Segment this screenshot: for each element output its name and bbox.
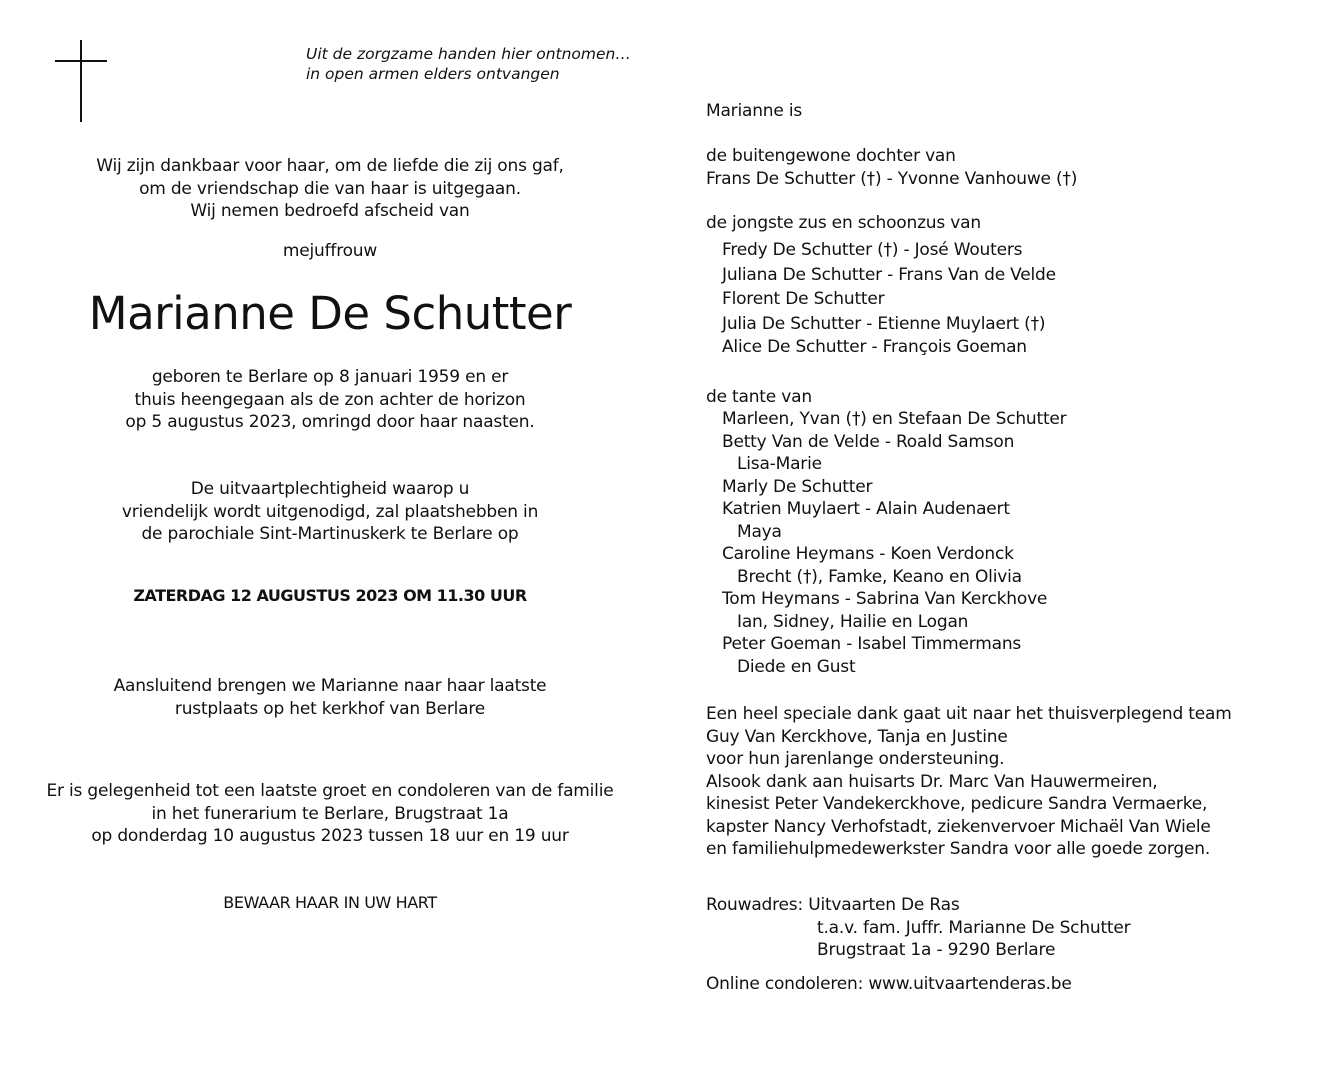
- list-item: Marleen, Yvan (†) en Stefaan De Schutter: [722, 409, 1067, 429]
- sister-heading: de jongste zus en schoonzus van: [706, 213, 981, 233]
- list-item: Julia De Schutter - Etienne Muylaert (†): [722, 313, 1046, 334]
- list-item: Caroline Heymans - Koen Verdonck: [722, 544, 1014, 564]
- title-prefix: mejuffrouw: [282, 241, 378, 261]
- condolence-line: in het funerarium te Berlare, Brugstraat 1a: [151, 803, 509, 824]
- ceremony-line: de parochiale Sint-Martinuskerk te Berlare op: [141, 524, 519, 544]
- burial-line: Aansluitend brengen we Marianne naar haar laatste: [113, 676, 547, 696]
- burial-text: [30, 675, 630, 720]
- intro-text: [30, 155, 630, 223]
- list-item: Diede en Gust: [737, 656, 856, 677]
- siblings-list: [706, 238, 1056, 358]
- condolence-line: op donderdag 10 augustus 2023 tussen 18 uur en 19 uur: [91, 826, 569, 846]
- ceremony-line: De uitvaartplechtigheid waarop u: [190, 479, 470, 499]
- thanks-line: Alsook dank aan huisarts Dr. Marc Van Hauwermeiren,: [706, 771, 1158, 792]
- birth-death-text: [30, 366, 630, 434]
- thanks-line: kinesist Peter Vandekerckhove, pedicure Sandra Vermaerke,: [706, 794, 1208, 814]
- list-item: Katrien Muylaert - Alain Audenaert: [722, 499, 1010, 519]
- deceased-name: Marianne De Schutter: [88, 287, 572, 340]
- intro-line: Wij nemen bedroefd afscheid van: [190, 201, 470, 221]
- thanks-line: en familiehulpmedewerkster Sandra voor alle goede zorgen.: [706, 839, 1211, 859]
- parents: Frans De Schutter (†) - Yvonne Vanhouwe (†): [706, 168, 1078, 189]
- thanks-line: voor hun jarenlange ondersteuning.: [706, 749, 1005, 769]
- list-item: Lisa-Marie: [737, 454, 822, 474]
- cross-icon: [80, 40, 82, 122]
- burial-line: rustplaats op het kerkhof van Berlare: [174, 698, 486, 719]
- thanks-text: [706, 703, 1232, 861]
- mourning-address: [706, 894, 1130, 962]
- condolence-line: Er is gelegenheid tot een laatste groet en condoleren van de familie: [46, 781, 614, 801]
- list-item: Brecht (†), Famke, Keano en Olivia: [737, 566, 1022, 587]
- cross-icon-bar: [55, 60, 107, 62]
- ceremony-date: ZATERDAG 12 AUGUSTUS 2023 OM 11.30 UUR: [133, 586, 527, 605]
- list-item: Betty Van de Velde - Roald Samson: [722, 431, 1015, 452]
- birth-death-line: thuis heengegaan als de zon achter de horizon: [134, 389, 526, 410]
- motto-line: in open armen elders ontvangen: [306, 65, 560, 83]
- list-item: Tom Heymans - Sabrina Van Kerckhove: [722, 589, 1048, 609]
- intro-line: Wij zijn dankbaar voor haar, om de liefde die zij ons gaf,: [96, 156, 564, 176]
- address-line: Brugstraat 1a - 9290 Berlare: [817, 940, 1056, 960]
- ceremony-text: [30, 478, 630, 546]
- online-condolence: Online condoleren: www.uitvaartenderas.be: [706, 974, 1072, 994]
- list-item: Maya: [737, 521, 782, 542]
- right-intro: Marianne is: [706, 101, 803, 121]
- list-item: Florent De Schutter: [722, 289, 885, 310]
- address-label: Rouwadres: Uitvaarten De Ras: [706, 895, 960, 915]
- motto: [306, 44, 631, 84]
- nephews-list: [706, 408, 1066, 678]
- condolence-text: [30, 780, 630, 848]
- motto-line: Uit de zorgzame handen hier ontnomen…: [306, 45, 631, 63]
- list-item: Ian, Sidney, Hailie en Logan: [737, 611, 969, 632]
- daughter-section: [706, 145, 1077, 190]
- list-item: Peter Goeman - Isabel Timmermans: [722, 634, 1022, 654]
- address-line: t.a.v. fam. Juffr. Marianne De Schutter: [817, 917, 1131, 938]
- ceremony-line: vriendelijk wordt uitgenodigd, zal plaatshebben in: [121, 501, 539, 522]
- list-item: Marly De Schutter: [722, 476, 873, 497]
- list-item: Fredy De Schutter (†) - José Wouters: [722, 240, 1023, 260]
- thanks-line: Een heel speciale dank gaat uit naar het thuisverplegend team: [706, 704, 1232, 724]
- closing-text: BEWAAR HAAR IN UW HART: [223, 893, 437, 912]
- daughter-heading: de buitengewone dochter van: [706, 146, 956, 166]
- thanks-line: kapster Nancy Verhofstadt, ziekenvervoer Michaël Van Wiele: [706, 816, 1211, 837]
- aunt-heading: de tante van: [706, 387, 812, 407]
- list-item: Alice De Schutter - François Goeman: [722, 337, 1027, 358]
- thanks-line: Guy Van Kerckhove, Tanja en Justine: [706, 726, 1008, 747]
- birth-death-line: op 5 augustus 2023, omringd door haar naasten.: [125, 412, 535, 432]
- list-item: Juliana De Schutter - Frans Van de Velde: [722, 264, 1056, 285]
- intro-line: om de vriendschap die van haar is uitgegaan.: [139, 178, 521, 199]
- birth-death-line: geboren te Berlare op 8 januari 1959 en er: [151, 367, 509, 387]
